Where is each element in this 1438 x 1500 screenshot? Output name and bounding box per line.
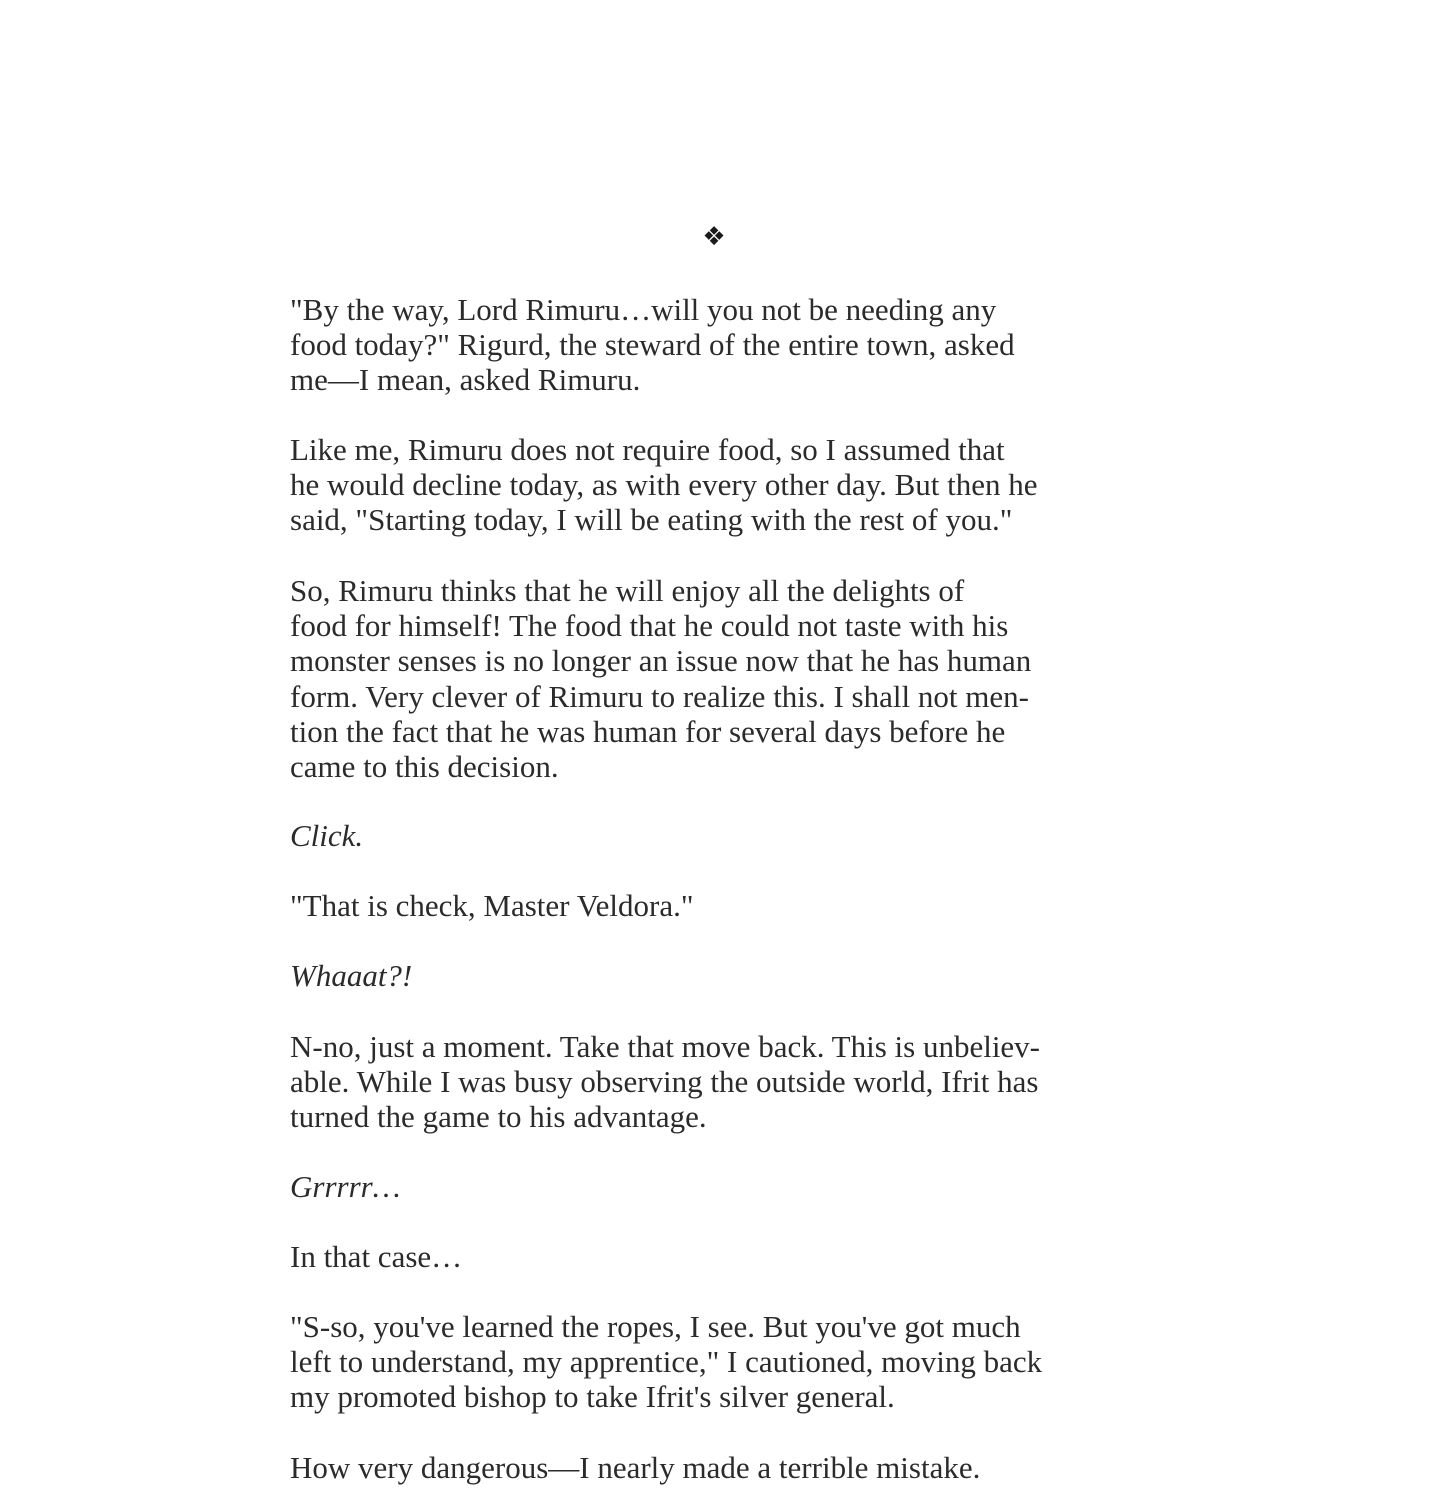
- text-line: able. While I was busy observing the outside world, Ifrit has: [290, 1064, 1039, 1100]
- text-line: In that case…: [290, 1239, 463, 1274]
- text-line: said, "Starting today, I will be eating with the rest of you.": [290, 502, 1013, 538]
- text-line: monster senses is no longer an issue now that he has human: [290, 643, 1032, 679]
- text-line: "That is check, Master Veldora.": [290, 888, 694, 923]
- paragraph-dialogue-rigurd: [290, 292, 1015, 398]
- paragraph-in-that-case: [290, 1239, 462, 1274]
- paragraph-delights-of-food: [290, 573, 1031, 784]
- paragraph-whaaat: [290, 958, 412, 993]
- paragraph-very-dangerous: [290, 1450, 980, 1485]
- text-line: So, Rimuru thinks that he will enjoy all the delights of: [290, 573, 965, 608]
- text-line: Click.: [290, 818, 364, 853]
- text-line: Like me, Rimuru does not require food, so I assumed that: [290, 432, 1005, 467]
- text-line: "S-so, you've learned the ropes, I see. But you've got much: [290, 1309, 1021, 1344]
- text-line: came to this decision.: [290, 749, 559, 785]
- text-line: tion the fact that he was human for several days before he: [290, 713, 1006, 749]
- text-line: food for himself! The food that he could not taste with his: [290, 608, 1009, 644]
- text-line: form. Very clever of Rimuru to realize this. I shall not men-: [290, 678, 1029, 714]
- text-line: my promoted bishop to take Ifrit's silver general.: [290, 1379, 895, 1415]
- paragraph-check-dialogue: [290, 888, 694, 923]
- text-line: left to understand, my apprentice," I cautioned, moving back: [290, 1344, 1043, 1380]
- paragraph-click-sound: [290, 818, 363, 853]
- text-line: Whaaat?!: [290, 958, 413, 993]
- paragraph-take-move-back: [290, 1029, 1040, 1135]
- text-line: turned the game to his advantage.: [290, 1099, 707, 1135]
- text-line: "By the way, Lord Rimuru…will you not be needing any: [290, 292, 997, 327]
- text-line: How very dangerous—I nearly made a terrible mistake.: [290, 1450, 981, 1485]
- section-break-ornament-icon: ❖: [702, 222, 726, 252]
- text-line: N-no, just a moment. Take that move back. This is unbeliev-: [290, 1029, 1041, 1064]
- paragraph-learned-the-ropes: [290, 1309, 1042, 1415]
- text-line: food today?" Rigurd, the steward of the entire town, asked: [290, 327, 1015, 363]
- text-line: Grrrrr…: [290, 1169, 401, 1204]
- paragraph-grrrrr: [290, 1169, 400, 1204]
- paragraph-food-decline: [290, 432, 1038, 538]
- book-page: [290, 0, 1150, 1500]
- text-line: he would decline today, as with every other day. But then he: [290, 467, 1038, 503]
- text-line: me—I mean, asked Rimuru.: [290, 362, 641, 398]
